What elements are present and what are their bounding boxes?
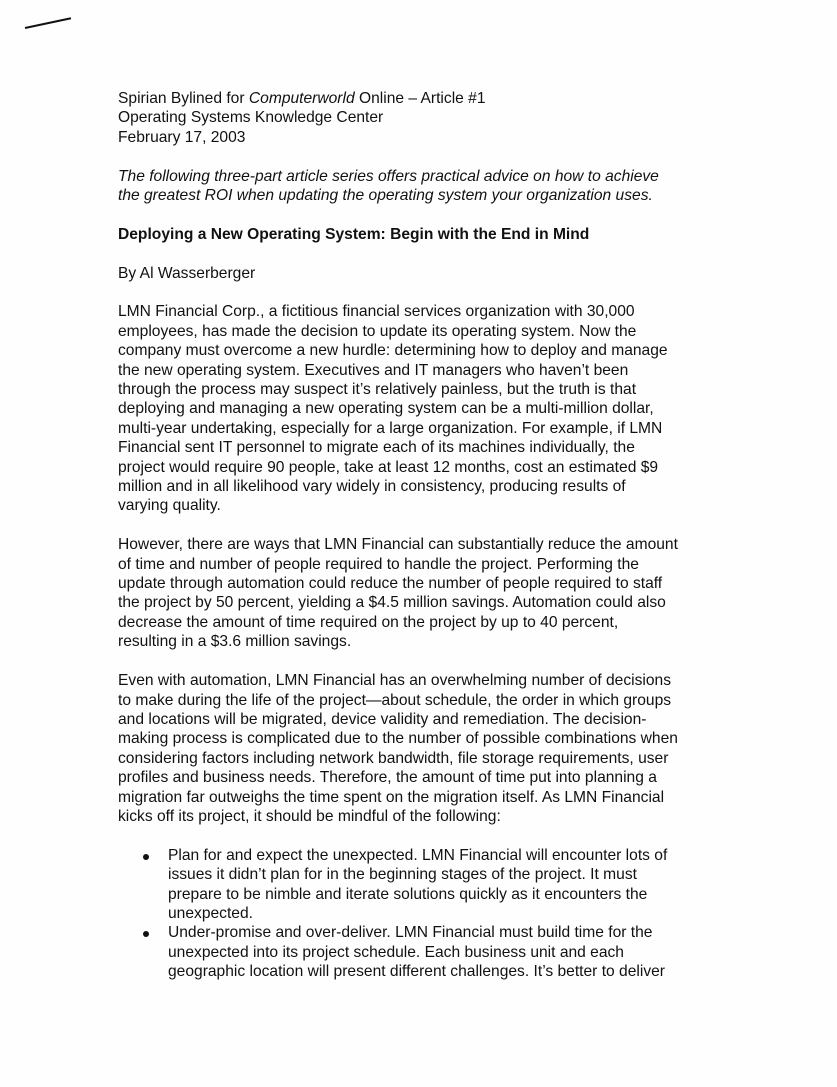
text-line: varying quality. xyxy=(118,497,221,515)
text-line: making process is complicated due to the number of possible combinations when xyxy=(118,730,678,748)
header-prefix: Spirian Bylined for xyxy=(118,90,249,107)
text-line: considering factors including network bandwidth, file storage requirements, user xyxy=(118,749,669,767)
text-line: and locations will be migrated, device validity and remediation. The decision- xyxy=(118,710,647,728)
bullet-item xyxy=(118,923,728,981)
header-suffix: Online – Article #1 xyxy=(354,90,486,107)
text-line: However, there are ways that LMN Financial can substantially reduce the amount xyxy=(118,536,678,554)
text-line: unexpected. xyxy=(168,904,253,922)
text-line: decrease the amount of time required on the project by up to 40 percent, xyxy=(118,613,619,631)
intro-line: The following three-part article series offers practical advice on how to achieve xyxy=(118,167,659,185)
text-line: prepare to be nimble and iterate solutions quickly as it encounters the xyxy=(168,885,648,903)
text-line: of time and number of people required to handle the project. Performing the xyxy=(118,555,639,573)
text-line: the project by 50 percent, yielding a $4.5 million savings. Automation could also xyxy=(118,594,666,612)
text-line: to make during the life of the project—about schedule, the order in which groups xyxy=(118,691,672,709)
paragraph-2 xyxy=(118,535,728,651)
text-line: employees, has made the decision to update its operating system. Now the xyxy=(118,322,637,340)
article-body xyxy=(118,89,728,997)
article-header xyxy=(118,89,728,147)
text-line: million and in all likelihood vary widely in consistency, producing results of xyxy=(118,478,626,496)
publication-name: Computerworld xyxy=(248,90,355,107)
pen-mark xyxy=(25,17,71,29)
text-line: the new operating system. Executives and IT managers who haven’t been xyxy=(118,361,629,379)
text-line: company must overcome a new hurdle: determining how to deploy and manage xyxy=(118,342,668,360)
paragraph-1 xyxy=(118,302,728,515)
bullet-list xyxy=(118,846,728,982)
text-line: Even with automation, LMN Financial has an overwhelming number of decisions xyxy=(118,672,671,690)
text-line: Under-promise and over-deliver. LMN Financial must build time for the xyxy=(168,924,653,942)
text-line: update through automation could reduce the number of people required to staff xyxy=(118,575,663,593)
bullet-dot-icon xyxy=(143,854,149,860)
text-line: profiles and business needs. Therefore, the amount of time put into planning a xyxy=(118,769,657,787)
text-line: multi-year undertaking, especially for a large organization. For example, if LMN xyxy=(118,419,663,437)
text-line: geographic location will present different challenges. It’s better to deliver xyxy=(168,963,665,981)
header-line-center: Operating Systems Knowledge Center xyxy=(118,109,384,127)
article-byline: By Al Wasserberger xyxy=(118,264,256,282)
text-line: deploying and managing a new operating system can be a multi-million dollar, xyxy=(118,400,654,418)
bullet-item xyxy=(118,846,728,924)
text-line: unexpected into its project schedule. Each business unit and each xyxy=(168,943,624,961)
text-line: Financial sent IT personnel to migrate each of its machines individually, the xyxy=(118,439,635,457)
header-line-publication xyxy=(118,89,728,108)
text-line: kicks off its project, it should be mindful of the following: xyxy=(118,807,501,825)
text-line: through the process may suspect it’s relatively painless, but the truth is that xyxy=(118,381,637,399)
article-title: Deploying a New Operating System: Begin with the End in Mind xyxy=(118,225,590,243)
text-line: resulting in a $3.6 million savings. xyxy=(118,633,352,651)
text-line: issues it didn’t plan for in the beginning stages of the project. It must xyxy=(168,866,637,884)
paragraph-3 xyxy=(118,671,728,826)
text-line: LMN Financial Corp., a fictitious financial services organization with 30,000 xyxy=(118,303,635,321)
header-line-date: February 17, 2003 xyxy=(118,128,246,146)
text-line: migration far outweighs the time spent on the migration itself. As LMN Financial xyxy=(118,788,665,806)
text-line: project would require 90 people, take at least 12 months, cost an estimated $9 xyxy=(118,458,659,476)
text-line: Plan for and expect the unexpected. LMN Financial will encounter lots of xyxy=(168,846,668,864)
intro-line: the greatest ROI when updating the operating system your organization uses. xyxy=(118,187,653,205)
bullet-dot-icon xyxy=(143,931,149,937)
intro-paragraph xyxy=(118,167,728,206)
